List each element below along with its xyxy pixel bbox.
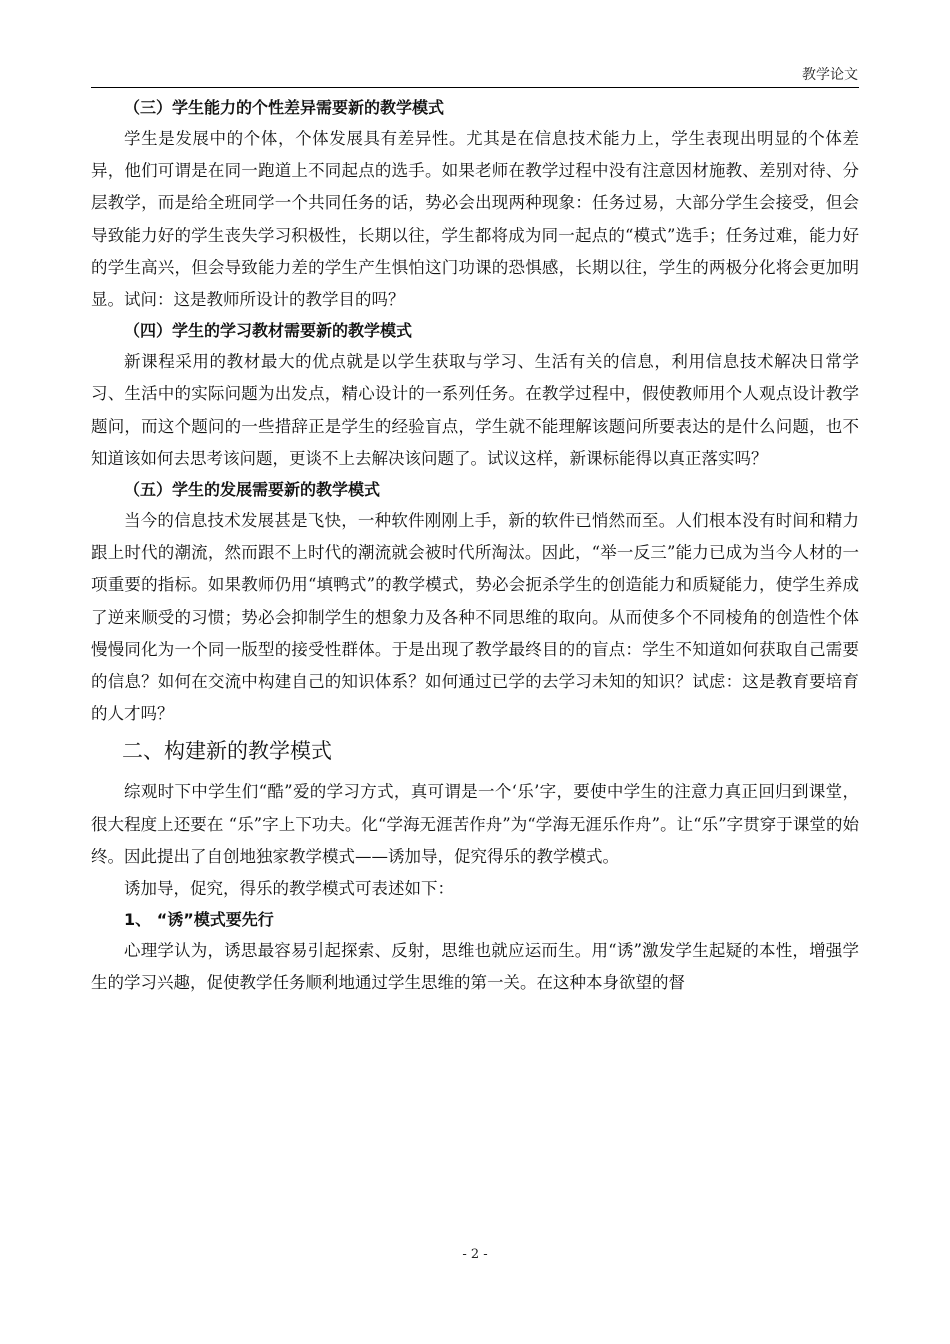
section-heading-4: （四）学生的学习教材需要新的教学模式 <box>124 321 413 341</box>
subsection-1-paragraph: 心理学认为，诱思最容易引起探索、反射，思维也就应运而生。用“诱”激发学生起疑的本性，增强学生的学习兴趣，促使教学任务顺利地通过学生思维的第一关。在这种本身欲望的督 <box>91 941 859 993</box>
part-two-paragraph-1: 综观时下中学生们“酷”爱的学习方式，真可谓是一个‘乐’字，要使中学生的注意力真正回归到课堂，很大程度上还要在 “乐”字上下功夫。化“学海无涯苦作舟”为“学海无涯乐作舟”。让“乐”字贯穿于课堂的始终。因此提出了自创地独家教学模式——诱加导，促究得乐的教学模式。 <box>91 782 859 866</box>
header-label: 教学论文 <box>802 67 858 83</box>
part-two-title: 二、构建新的教学模式 <box>122 739 332 764</box>
section-5-paragraph: 当今的信息技术发展甚是飞快，一种软件刚刚上手，新的软件已悄然而至。人们根本没有时间和精力跟上时代的潮流，然而跟不上时代的潮流就会被时代所淘汰。因此，“举一反三”能力已成为当今人材的一项重要的指标。如果教师仍用“填鸭式”的教学模式，势必会扼杀学生的创造能力和质疑能力，使学生养成了逆来顺受的习惯；势必会抑制学生的想象力及各种不同思维的取向。从而使多个不同棱角的创造性个体慢慢同化为一个同一版型的接受性群体。于是出现了教学最终目的的盲点：学生不知道如何获取自己需要的信息？如何在交流中构建自己的知识体系？如何通过已学的去学习未知的知识？试虑：这是教育要培育的人才吗？ <box>91 511 859 724</box>
section-heading-3: （三）学生能力的个性差异需要新的教学模式 <box>124 98 445 117</box>
section-3-paragraph: 学生是发展中的个体，个体发展具有差异性。尤其是在信息技术能力上，学生表现出明显的个体差异，他们可谓是在同一跑道上不同起点的选手。如果老师在教学过程中没有注意因材施教、差别对待、分层教学，而是给全班同学一个共同任务的话，势必会出现两种现象：任务过易，大部分学生会接受，但会导致能力好的学生丧失学习积极性，长期以往，学生都将成为同一起点的“模式”选手；任务过难，能力好的学生高兴，但会导致能力差的学生产生惧怕这门功课的恐惧感，长期以往，学生的两极分化将会更加明显。试问：这是教师所设计的教学目的吗？ <box>91 129 859 310</box>
subsection-heading-1: 1、 “诱”模式要先行 <box>124 910 274 930</box>
section-heading-5: （五）学生的发展需要新的教学模式 <box>124 480 381 500</box>
section-4-paragraph: 新课程采用的教材最大的优点就是以学生获取与学习、生活有关的信息，利用信息技术解决日常学习、生活中的实际问题为出发点，精心设计的一系列任务。在教学过程中，假使教师用个人观点设计教学题问，而这个题问的一些措辞正是学生的经验盲点，学生就不能理解该题问所要表达的是什么问题，也不知道该如何去思考该问题，更谈不上去解决该问题了。试议这样，新课标能得以真正落实吗？ <box>91 352 859 468</box>
document-body <box>91 93 859 1000</box>
page-number: - 2 - <box>462 1247 488 1262</box>
part-two-paragraph-2: 诱加导，促究，得乐的教学模式可表述如下： <box>124 879 454 899</box>
header-rule <box>91 87 859 88</box>
